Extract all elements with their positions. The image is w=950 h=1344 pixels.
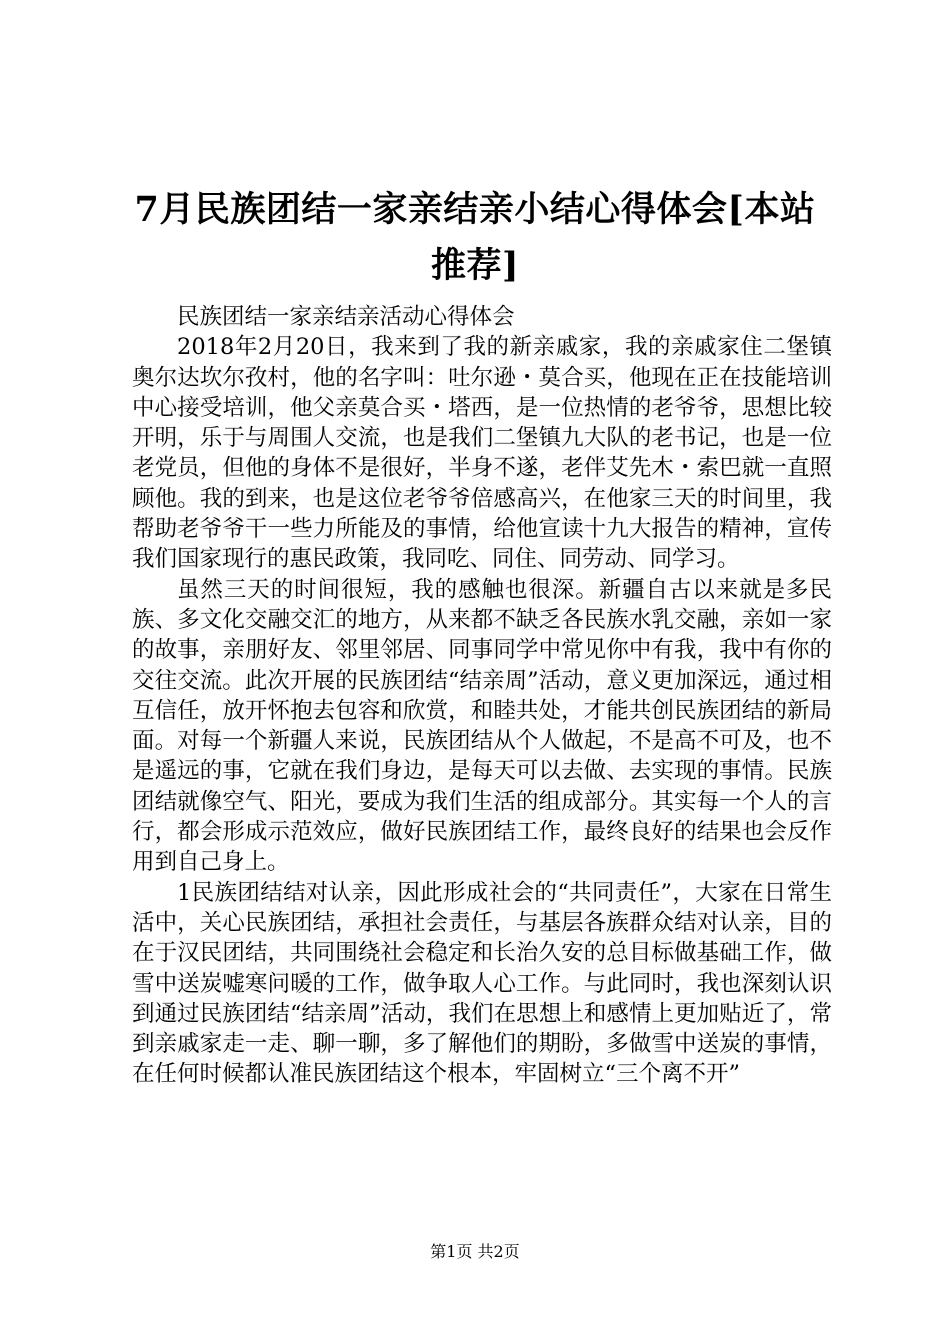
page-footer: 第1页 共2页: [430, 1242, 520, 1261]
paragraph: 虽然三天的时间很短，我的感触也很深。新疆自古以来就是多民族、多文化交融交汇的地方，从来都不缺乏各民族水乳交融，亲如一家的故事，亲朋好友、邻里邻居、同事同学中常见你中有我，我中有你的交往交流。此次开展的民族团结“结亲周”活动，意义更加深远，通过相互信任，放开怀抱去包容和欣赏，和睦共处，才能共创民族团结的新局面。对每一个新疆人来说，民族团结从个人做起，不是高不可及，也不是遥远的事，它就在我们身边，是每天可以去做、去实现的事情。民族团结就像空气、阳光，要成为我们生活的组成部分。其实每一个人的言行，都会形成示范效应，做好民族团结工作，最终良好的结果也会反作用到自己身上。: [132, 576, 832, 876]
paragraph-subtitle: 民族团结一家亲结亲活动心得体会: [177, 304, 515, 330]
document-title: 7月民族团结一家亲结亲小结心得体会[本站推荐]: [134, 189, 816, 286]
paragraph: 2018年2月20日，我来到了我的新亲戚家，我的亲戚家住二堡镇奥尔达坎尔孜村，他的名字叫：吐尔逊・莫合买，他现在正在技能培训中心接受培训，他父亲莫合买・塔西，是一位热情的老爷爷，思想比较开明，乐于与周围人交流，也是我们二堡镇九大队的老书记，也是一位老党员，但他的身体不是很好，半身不遂，老伴艾先木・索巴就一直照顾他。我的到来，也是这位老爷爷倍感高兴，在他家三天的时间里，我帮助老爷爷干一些力所能及的事情，给他宣读十九大报告的精神，宣传我们国家现行的惠民政策，我同吃、同住、同劳动、同学习。: [132, 334, 832, 573]
document-body: [132, 302, 832, 1090]
paragraph: 1民族团结结对认亲，因此形成社会的“共同责任”，大家在日常生活中，关心民族团结，承担社会责任，与基层各族群众结对认亲，目的在于汉民团结，共同围绕社会稳定和长治久安的总目标做基础工作，做雪中送炭嘘寒问暖的工作，做争取人心工作。与此同时，我也深刻认识到通过民族团结“结亲周”活动，我们在思想上和感情上更加贴近了，常到亲戚家走一走、聊一聊，多了解他们的期盼，多做雪中送炭的事情，在任何时候都认准民族团结这个根本，牢固树立“三个离不开”: [132, 879, 832, 1088]
